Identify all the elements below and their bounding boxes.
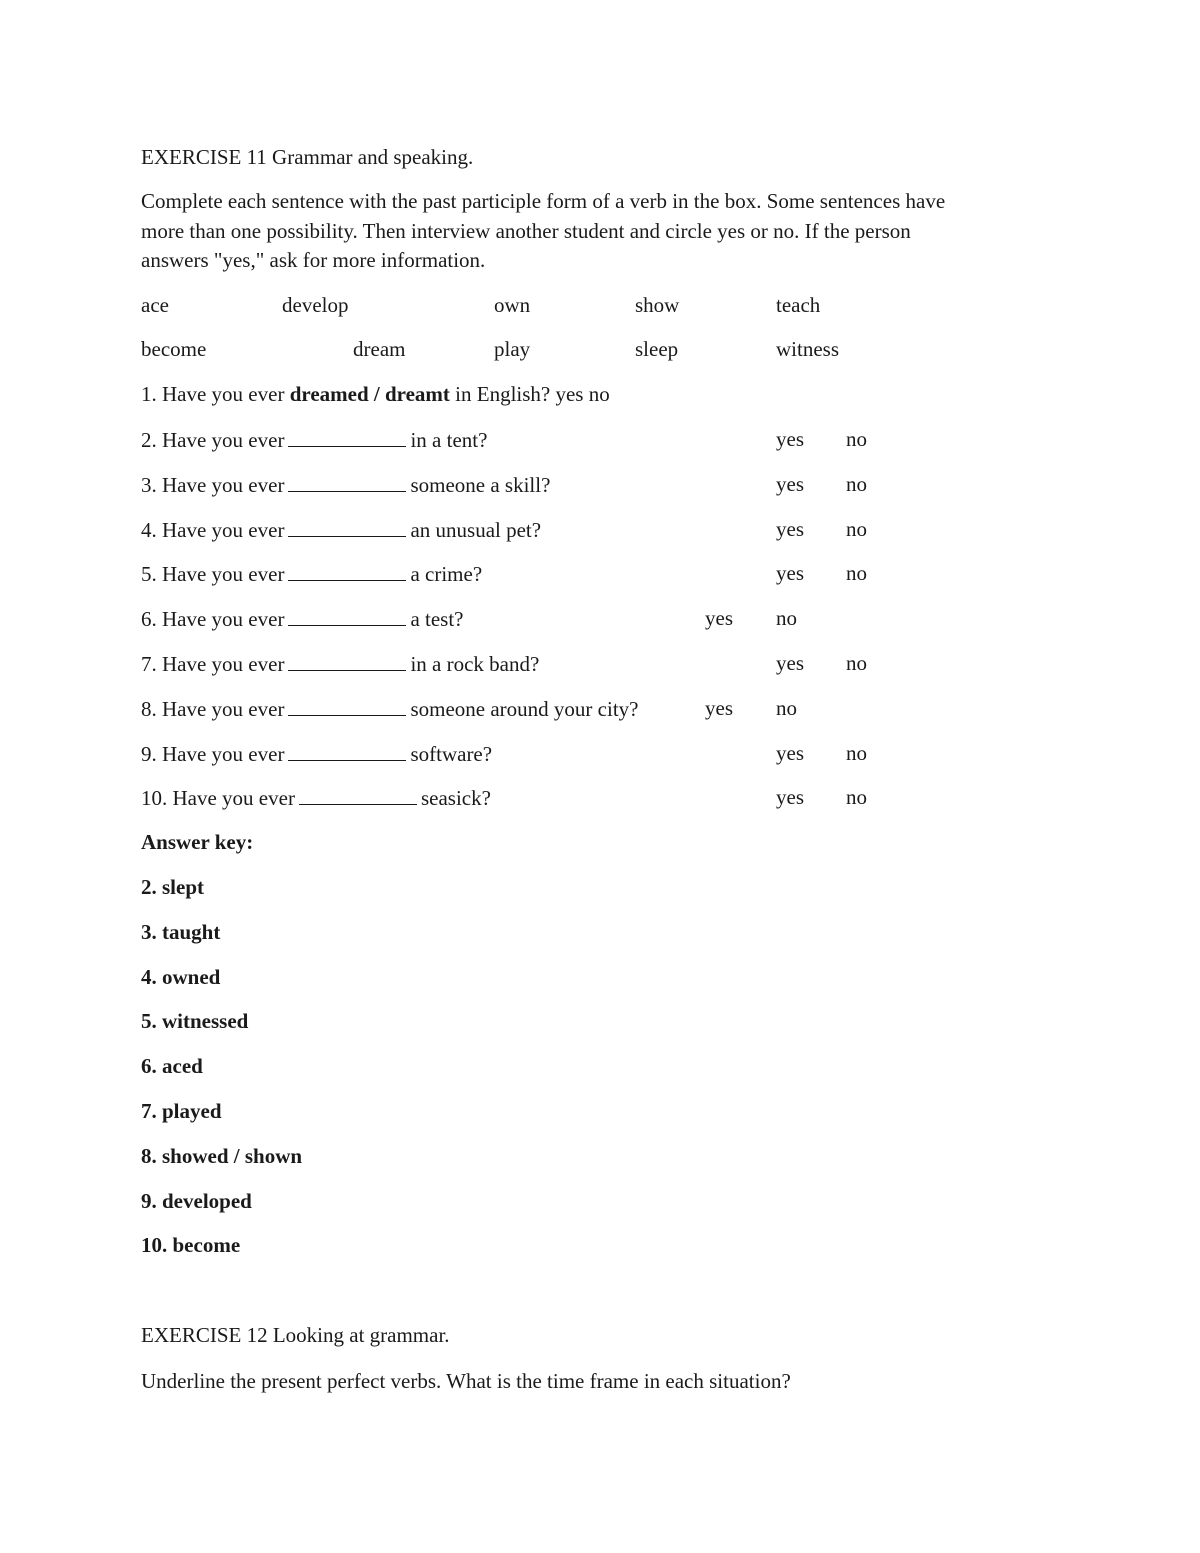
answer-blank[interactable] xyxy=(288,608,406,626)
no-option[interactable]: no xyxy=(846,561,867,585)
exercise-11-title: EXERCISE 11 Grammar and speaking. xyxy=(141,145,474,169)
example-sentence xyxy=(141,384,610,405)
exercise-12-title: EXERCISE 12 Looking at grammar. xyxy=(141,1323,450,1347)
question-prefix: 2. Have you ever xyxy=(141,428,285,452)
question-row xyxy=(141,474,550,496)
yes-option[interactable]: yes xyxy=(705,696,733,720)
answer-key-item: 10. become xyxy=(141,1233,241,1257)
question-row xyxy=(141,608,464,630)
no-option[interactable]: no xyxy=(846,785,867,809)
yes-option[interactable]: yes xyxy=(776,472,804,496)
question-row xyxy=(141,698,638,720)
no-option[interactable]: no xyxy=(776,606,797,630)
question-row xyxy=(141,519,541,541)
question-suffix: someone around your city? xyxy=(410,697,639,721)
question-row xyxy=(141,787,491,809)
no-option[interactable]: no xyxy=(846,517,867,541)
question-suffix: in a rock band? xyxy=(410,652,540,676)
question-row xyxy=(141,743,492,765)
answer-blank[interactable] xyxy=(288,563,406,581)
question-prefix: 4. Have you ever xyxy=(141,518,285,542)
word-box-item: develop xyxy=(282,293,349,317)
answer-key-item: 5. witnessed xyxy=(141,1009,249,1033)
yes-option[interactable]: yes xyxy=(776,427,804,451)
yes-option[interactable]: yes xyxy=(776,517,804,541)
answer-key-item: 8. showed / shown xyxy=(141,1144,303,1168)
question-suffix: a crime? xyxy=(410,562,483,586)
example-suffix: in English? yes no xyxy=(449,382,610,406)
no-option[interactable]: no xyxy=(846,651,867,675)
example-answer: dreamed / dreamt xyxy=(289,382,450,406)
answer-key-item: 9. developed xyxy=(141,1189,252,1213)
answer-blank[interactable] xyxy=(288,653,406,671)
answer-blank[interactable] xyxy=(288,698,406,716)
question-suffix: software? xyxy=(410,742,493,766)
answer-blank[interactable] xyxy=(288,474,406,492)
answer-blank[interactable] xyxy=(288,519,406,537)
example-prefix: 1. Have you ever xyxy=(141,382,290,406)
word-box-item: become xyxy=(141,337,207,361)
answer-blank[interactable] xyxy=(288,743,406,761)
word-box-item: ace xyxy=(141,293,169,317)
yes-option[interactable]: yes xyxy=(705,606,733,630)
question-prefix: 7. Have you ever xyxy=(141,652,285,676)
answer-key-heading: Answer key: xyxy=(141,830,254,854)
question-suffix: an unusual pet? xyxy=(410,518,542,542)
question-prefix: 5. Have you ever xyxy=(141,562,285,586)
word-box-item: own xyxy=(494,293,531,317)
instructions-line-1: Complete each sentence with the past participle form of a verb in the box. Some sentences have xyxy=(141,189,946,213)
answer-key-item: 4. owned xyxy=(141,965,221,989)
yes-option[interactable]: yes xyxy=(776,785,804,809)
yes-option[interactable]: yes xyxy=(776,561,804,585)
no-option[interactable]: no xyxy=(846,741,867,765)
word-box-item: dream xyxy=(353,337,406,361)
yes-option[interactable]: yes xyxy=(776,651,804,675)
answer-key-item: 7. played xyxy=(141,1099,222,1123)
answer-blank[interactable] xyxy=(299,787,417,805)
question-row xyxy=(141,563,482,585)
instructions-line-3: answers "yes," ask for more information. xyxy=(141,248,486,272)
word-box-item: sleep xyxy=(635,337,679,361)
question-row xyxy=(141,653,539,675)
word-box-item: witness xyxy=(776,337,839,361)
answer-key-item: 2. slept xyxy=(141,875,204,899)
question-prefix: 8. Have you ever xyxy=(141,697,285,721)
question-prefix: 9. Have you ever xyxy=(141,742,285,766)
question-suffix: someone a skill? xyxy=(410,473,551,497)
question-row xyxy=(141,429,487,451)
instructions-line-2: more than one possibility. Then interview another student and circle yes or no. If the person xyxy=(141,219,911,243)
question-suffix: seasick? xyxy=(420,786,491,810)
word-box-item: show xyxy=(635,293,680,317)
question-prefix: 10. Have you ever xyxy=(141,786,295,810)
word-box-item: teach xyxy=(776,293,821,317)
word-box-item: play xyxy=(494,337,531,361)
no-option[interactable]: no xyxy=(776,696,797,720)
answer-blank[interactable] xyxy=(288,429,406,447)
yes-option[interactable]: yes xyxy=(776,741,804,765)
no-option[interactable]: no xyxy=(846,427,867,451)
question-prefix: 3. Have you ever xyxy=(141,473,285,497)
answer-key-item: 3. taught xyxy=(141,920,221,944)
answer-key-item: 6. aced xyxy=(141,1054,203,1078)
exercise-12-instructions: Underline the present perfect verbs. What is the time frame in each situation? xyxy=(141,1369,791,1393)
question-suffix: a test? xyxy=(410,607,464,631)
question-suffix: in a tent? xyxy=(410,428,488,452)
question-prefix: 6. Have you ever xyxy=(141,607,285,631)
no-option[interactable]: no xyxy=(846,472,867,496)
